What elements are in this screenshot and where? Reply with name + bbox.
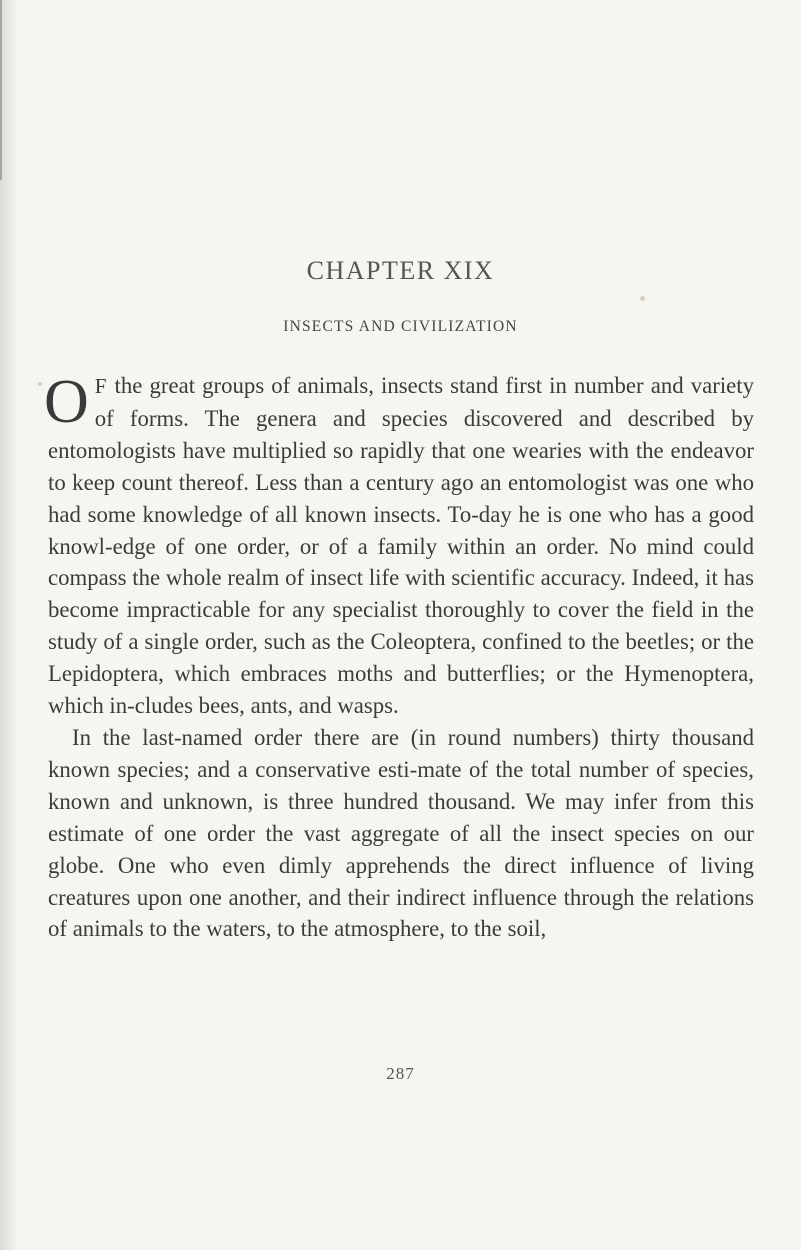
chapter-heading: CHAPTER XIX: [306, 256, 495, 285]
binding-shadow: [0, 0, 18, 1250]
paragraph-2: In the last-named order there are (in round numbers) thirty thousand known species; and a conservative esti-mate of the total number of species, known and unknown, is three hundred thousand. We may infer from this estimate of one order the vast aggregate of all the insect species on our globe. One who even dimly apprehends the direct influence of living creatures upon one another, and their indirect influence through the relations of animals to the waters, to the atmosphere, to the soil,: [48, 724, 754, 942]
page-edge-line: [0, 0, 2, 180]
body-text: [44, 368, 754, 945]
paper-speck: [640, 296, 645, 301]
paper-speck: [38, 382, 42, 386]
drop-cap: O: [44, 368, 89, 436]
page-number: 287: [386, 1064, 415, 1083]
chapter-title: INSECTS AND CIVILIZATION: [283, 318, 518, 335]
paragraph-1: [44, 368, 754, 722]
paragraph-1-text: the great groups of animals, insects stand first in number and variety of forms. The genera and species discovered and described by entomologists have multiplied so rapidly that one wearies with the endeavor to keep count thereof. Less than a century ago an entomologist was one who had some knowledge of all known insects. To-day he is one who has a good knowl-edge of one order, or of a family within an order. No mind could compass the whole realm of insect life with scientific accuracy. Indeed, it has become impracticable for any specialist thoroughly to cover the field in the study of a single order, such as the Coleoptera, confined to the beetles; or the Lepidoptera, which embraces moths and butterflies; or the Hymenoptera, which in-cludes bees, ants, and wasps.: [48, 373, 754, 719]
first-word-rest: F: [94, 374, 108, 398]
